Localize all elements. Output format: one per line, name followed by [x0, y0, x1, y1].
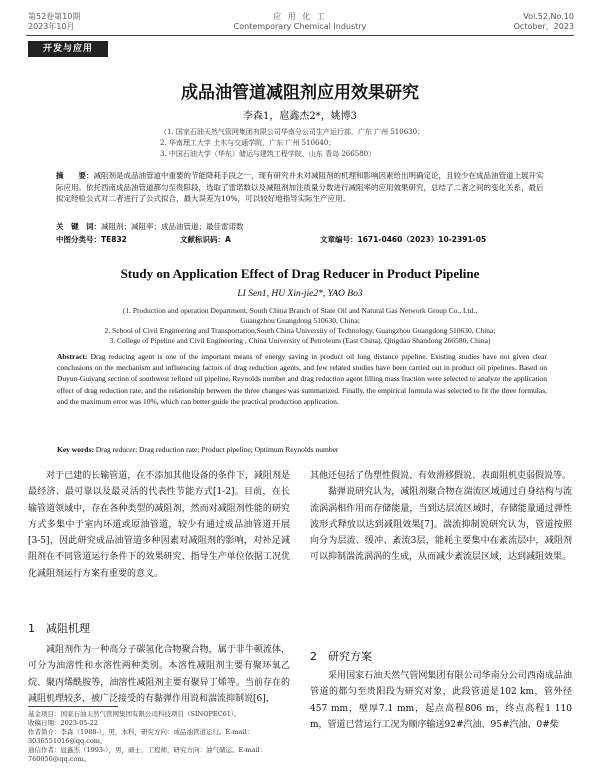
header-right: [514, 12, 574, 32]
affiliation-en-line: 3. College of Pipeline and Civil Engineering , China University of Petroleum (East China), Qingdao Shandong 266580, China): [109, 336, 491, 345]
abstract-en-label: Abstract:: [57, 352, 88, 361]
paragraph: 采用国家石油天然气管网集团有限公司华南分公司西南成品油管道的都匀至贵阳段为研究对象，此段管道是102 km，管外径457 mm，壁厚7.1 mm，起点高程806 m，终点高程1 110 m，管道已营运行工况为顺序输送92#汽油、95#汽油、0#柴: [310, 671, 572, 730]
footnote-rule: [28, 706, 118, 707]
footnote: [28, 710, 290, 764]
date-cn: 2023年10月: [28, 22, 75, 31]
section-1-heading: 1 减阻机理: [28, 622, 90, 635]
keywords-en-label: Key words:: [57, 445, 94, 454]
affiliation-cn-line: 3. 中国石油大学（华东）储运与建筑工程学院，山东 青岛 266580）: [160, 150, 376, 158]
volume-issue-en: Vol.52,No.10: [523, 12, 574, 21]
paragraph: 减阻剂作为一种高分子碳氢化合物聚合物，属于非牛顿流体，可分为油溶性和水溶性两种类别。本溶性减阻剂主要有聚环氧乙烷、聚丙烯酰胺等，油溶性减阻剂主要有聚异丁烯等。当前存在的减阻机理较多，被广泛接受的有黏弹作用说和湍流抑制说[6]，: [28, 645, 290, 704]
authors-en: LI Sen1, HU Xin-jie2*, YAO Bo3: [237, 289, 363, 299]
header-rule: [26, 35, 574, 36]
footnote-line: 作者简介：李森（1988-），男，本科，研究方向：成品油管道运行。E-mail：3036551016@qq.com。: [28, 728, 254, 745]
keywords-en-text: Drag reducer; Drag reduction rate; Product pipeline; Optimum Reynolds number: [95, 445, 339, 454]
keywords-cn: [56, 221, 546, 232]
affiliations-en: [40, 306, 560, 346]
clc-number: 中图分类号：TE832: [56, 235, 127, 244]
keywords-en: [57, 445, 547, 454]
journal-en: Contemporary Chemical Industry: [233, 22, 367, 31]
paragraph: 黏弹说研究认为，减阻剂聚合物在湍流区域通过自身结构与流流涡涡相作用而存储能量，当到达层流区域时，存储能量通过弹性波形式释放以达到减阻效果[7]。湍流抑制说研究认为，管道按照向分为层流、缓冲、紊流3层，能耗主要集中在紊流层中，减阻剂可以抑制湍流涡涡的生成，从而减少紊流层区域，达到减阻效果。: [310, 487, 572, 563]
affiliation-cn-line: （1. 国家石油天然气管网集团有限公司华南分公司生产运行部，广东 广州 510630；: [160, 128, 425, 136]
column-tag: 开发与应用: [28, 41, 108, 57]
affiliation-cn-line: 2. 华南理工大学 土木与交通学院，广东 广州 510640；: [160, 139, 336, 147]
keywords-cn-label: 关 键 词：: [56, 222, 101, 231]
article-id: 文章编号：1671-0460（2023）10-2391-05: [320, 235, 487, 244]
paragraph: 对于已建的长输管道，在不添加其他设备的条件下，减阻剂是最经济、最可靠以及最灵活的代表性节能方式[1-2]。目前，在长输管道领域中，存在各种类型的减阻剂，然而对减阻剂性能的研究方式多集中于室内环道或原油管道，较少有通过成品油管道开展[3-5]，因此研究成品油管道多种因素对减阻剂的影响，对补足减阻剂在不同管道运行条件下的效果研究、指导生产单位依据工况优化减阻剂运行方案有重要的意义。: [28, 471, 290, 579]
header-left: [28, 12, 80, 32]
body-left-section1: [28, 642, 290, 704]
affiliation-en-line: 2. School of Civil Engineering and Transportation,South China University of Technology, Guangzhou Guangdong 510630, China;: [104, 326, 496, 335]
affiliation-en-line: (1. Production and operation Department, South China Branch of State Oil and Natural Gas Network Group Co., Ltd.,: [122, 306, 478, 315]
abstract-cn: [56, 170, 546, 205]
section-2-heading: 2 研究方案: [310, 650, 372, 663]
footnote-line: 收稿日期：2023-05-22: [28, 719, 98, 727]
abstract-en-text: Drag reducing agent is one of the important means of energy saving in product oil long distance pipeline. Existing studies have not given clear conclusions on the mechanism and influencing factors of drag reduction agents, and few related studies have been carried out in product oil pipelines. Based on Duyun-Guiyang section of southwest refined oil pipeline, Reynolds number and drag reduction agent filling mass fraction were selected to analyze the application effect of drag reduction rate, and the relationship between the three changes was summarized. Finally, the empirical formula was selected to fit the three formulas, and the maximum error was 10%, which can better guide the practical production application.: [57, 352, 548, 406]
abstract-en: [57, 351, 547, 407]
title-cn: 成品油管道减阻剂应用效果研究: [181, 83, 419, 103]
body-left-intro: [28, 468, 290, 582]
title-en: Study on Application Effect of Drag Reducer in Product Pipeline: [120, 266, 480, 281]
date-en: October，2023: [513, 22, 574, 31]
keywords-cn-text: 减阻剂；减阻率；成品油管道；最佳雷诺数: [101, 222, 244, 231]
document-code: 文献标识码：A: [180, 235, 231, 244]
footnote-line: 基金项目：国家石油天然气管网集团有限公司科技项目（SINOPEC61）。: [28, 710, 241, 718]
volume-issue-cn: 第52卷第10期: [28, 12, 81, 21]
abstract-cn-text: 减阻剂是成品油管道中重要的节能降耗手段之一，现有研究并未对减阻剂的机理和影响因素给出明确定论，且较少在成品油管道上展开实际应用。依托西南成品油管道都匀至贵阳段，选取了雷诺数以及减阻剂加注质量分数进行减阻率的应用效果研究，总结了二者之间的变化关系，最后拟定经验公式对二者进行了公式拟合，最大误差为10%，可以较好地指导实际生产应用。: [56, 171, 544, 203]
body-right-intro: [310, 468, 572, 566]
body-right-section2: [310, 668, 572, 764]
header-center: [180, 12, 420, 32]
affiliations-cn: [160, 127, 480, 160]
authors-cn: 李森1，扈鑫杰2*，姚博3: [242, 111, 358, 122]
abstract-cn-label: 摘 要：: [56, 171, 94, 180]
footnote-line: 通信作者：扈鑫杰（1993-），男，硕士，工程师，研究方向：油气储运。E-mail：760056@qq.com。: [28, 746, 267, 763]
affiliation-en-line: Guangzhou Guangdong 510630, China;: [240, 316, 360, 325]
paragraph: 其他还包括了伪塑性假说、有效滑移假说、表面阻机吏弱假说等。: [310, 471, 572, 481]
journal-cn: 应 用 化 工: [273, 12, 327, 21]
